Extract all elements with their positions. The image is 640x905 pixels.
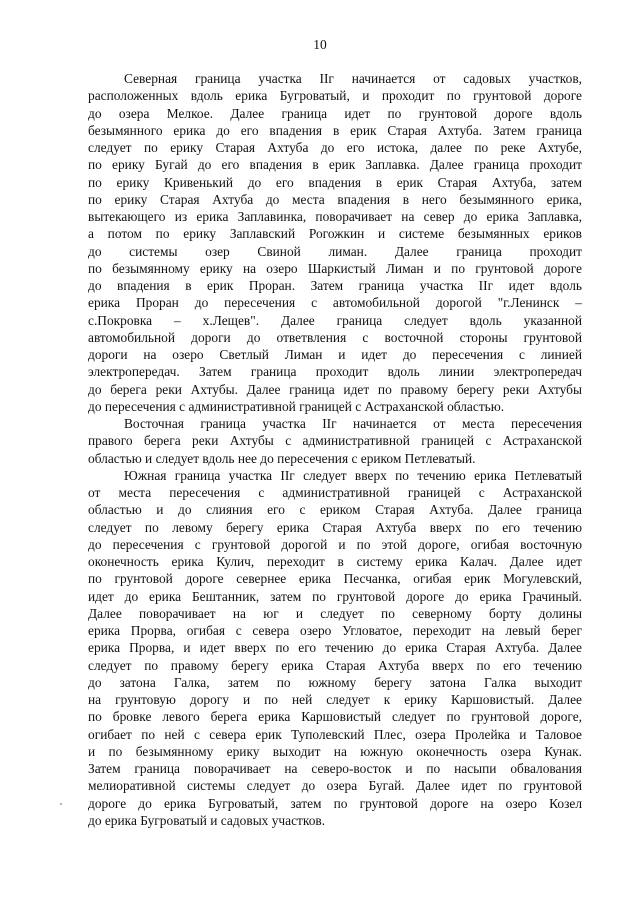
text-line: до берега реки Ахтубы. Далее граница идет по правому берегу реки Ахтубы bbox=[88, 381, 582, 397]
text-line: до системы озер Свиной лиман. Далее граница проходит bbox=[88, 243, 582, 259]
text-line: по безымянному ерику на озеро Шаркистый Лиман и по грунтовой дороге bbox=[88, 260, 582, 276]
text-line: по бровке левого берега ерика Каршовистый следует по грунтовой дороге, bbox=[88, 709, 582, 725]
page-number: 10 bbox=[313, 37, 327, 52]
text-line: Южная граница участка IIг следует вверх по течению ерика Петлеватый bbox=[124, 467, 582, 483]
scan-margin-mark bbox=[60, 803, 62, 805]
text-line: следует по левому берегу ерика Старая Ахтуба вверх по его течению bbox=[88, 519, 582, 535]
paragraph-south-border bbox=[88, 467, 582, 829]
text-line: правого берега реки Ахтубы с административной границей с Астраханской bbox=[88, 433, 582, 449]
text-line: с.Покровка – х.Лещев". Далее граница следует вдоль указанной bbox=[88, 312, 582, 328]
text-line: следует по правому берегу ерика Старая Ахтуба вверх по его течению bbox=[88, 657, 582, 673]
text-line: безымянного ерика до его впадения в ерик Старая Ахтуба. Затем граница bbox=[88, 122, 582, 138]
paragraph-north-border bbox=[88, 70, 582, 415]
text-line: ерика Проран до пересечения с автомобильной дорогой "г.Ленинск – bbox=[88, 295, 582, 311]
text-line: до впадения в ерик Проран. Затем граница участка IIг идет вдоль bbox=[88, 278, 582, 293]
text-line: областью и следует вдоль нее до пересечения с ериком Петлеватый. bbox=[88, 450, 476, 466]
document-body bbox=[88, 70, 582, 829]
text-line: а потом по ерику Заплавский Рогожкин и системе безымянных ериков bbox=[88, 226, 582, 242]
text-line: ерика Прорва, огибая с севера озеро Угловатое, переходит на левый берег bbox=[88, 623, 582, 638]
text-line: Далее поворачивает на юг и следует по северному борту долины bbox=[88, 605, 582, 621]
text-line: автомобильной дороги до ответвления с восточной стороны грунтовой bbox=[88, 329, 582, 345]
text-line: по ерику Кривенький до его впадения в ерик Старая Ахтуба, затем bbox=[88, 174, 582, 190]
text-line: от места пересечения с административной границей с Астраханской bbox=[88, 485, 582, 500]
text-line: ерика Прорва, и идет вверх по его течению до ерика Старая Ахтуба. Далее bbox=[88, 640, 582, 656]
text-line: вытекающего из ерика Заплавинка, поворачивает на север до ерика Заплавка, bbox=[88, 209, 582, 224]
text-line: дороги на озеро Светлый Лиман и идет до пересечения с линией bbox=[88, 347, 582, 362]
text-line: до затона Галка, затем по южному берегу затона Галка выходит bbox=[88, 674, 582, 690]
text-line: электропередач. Затем граница проходит вдоль линии электропередач bbox=[88, 364, 582, 380]
text-line: по грунтовой дороге севернее ерика Песчанка, огибая ерик Могулевский, bbox=[88, 571, 582, 587]
text-line: до пересечения с административной границей с Астраханской областью. bbox=[88, 398, 505, 414]
text-line: дороге до ерика Бугроватый, затем по грунтовой дороге на озеро Козел bbox=[88, 795, 582, 811]
paragraph-east-border bbox=[88, 415, 582, 467]
text-line: и по безымянному ерику выходит на южную оконечность озера Кунак. bbox=[88, 743, 582, 759]
text-line: мелиоративной системы следует до озера Бугай. Далее идет по грунтовой bbox=[88, 778, 582, 794]
text-line: следует по ерику Старая Ахтуба до его истока, далее по реке Ахтубе, bbox=[88, 140, 582, 155]
text-line: идет до ерика Бештанник, затем по грунтовой дороге до ерика Грачиный. bbox=[88, 588, 582, 604]
text-line: Восточная граница участка IIг начинается от места пересечения bbox=[124, 416, 582, 431]
text-line: по ерику Бугай до его впадения в ерик Заплавка. Далее граница проходит bbox=[88, 157, 582, 173]
text-line: по ерику Старая Ахтуба до места впадения в него безымянного ерика, bbox=[88, 191, 582, 207]
text-line: огибает по ней с севера ерик Туполевский Плес, озера Пролейка и Таловое bbox=[88, 726, 582, 742]
text-line: до озера Мелкое. Далее граница идет по грунтовой дороге вдоль bbox=[88, 105, 582, 121]
text-line: Северная граница участка IIг начинается от садовых участков, bbox=[124, 71, 582, 86]
text-line: Затем граница поворачивает на северо-восток и по насыпи обвалования bbox=[88, 761, 582, 776]
text-line: расположенных вдоль ерика Бугроватый, и проходит по грунтовой дороге bbox=[88, 88, 582, 104]
text-line: до ерика Бугроватый и садовых участков. bbox=[88, 812, 326, 828]
text-line: до пересечения с грунтовой дорогой и по этой дороге, огибая восточную bbox=[88, 536, 582, 552]
text-line: на грунтовую дорогу и по ней следует к ерику Каршовистый. Далее bbox=[88, 692, 582, 707]
text-line: оконечность ерика Кулич, переходит в систему ерика Калач. Далее идет bbox=[88, 554, 582, 569]
text-line: областью и до слияния его с ериком Старая Ахтуба. Далее граница bbox=[88, 502, 582, 518]
